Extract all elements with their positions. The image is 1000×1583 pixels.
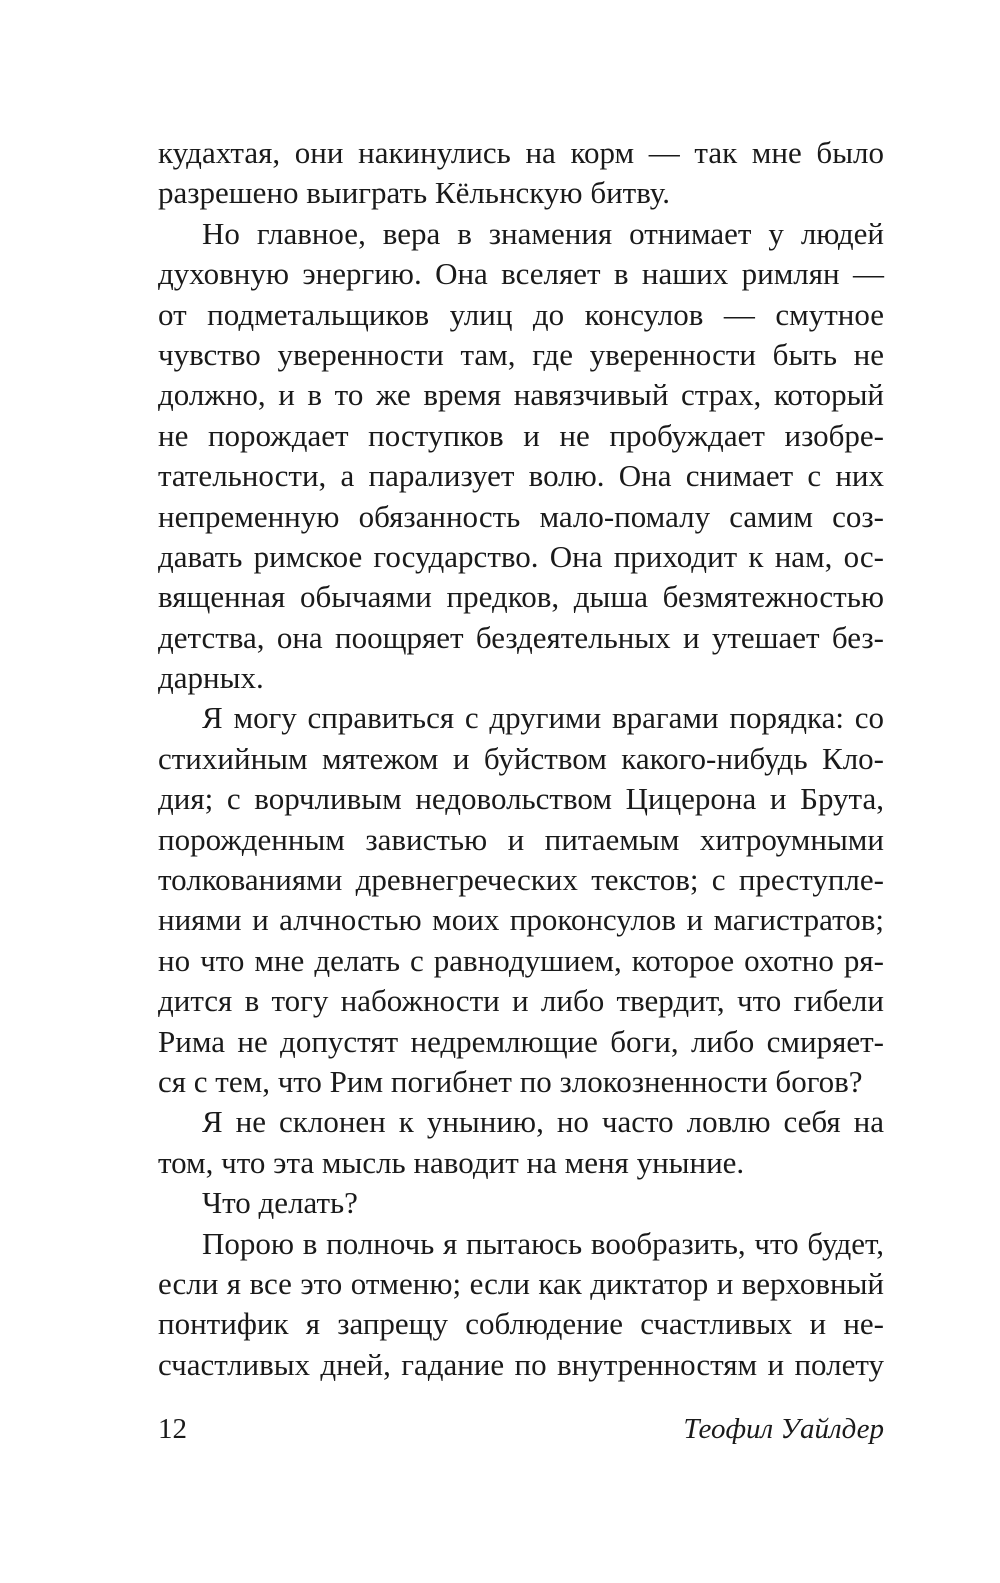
text-line: толкованиями древнегреческих текстов; с преступле- [158,862,884,898]
text-line: ся с тем, что Рим погибнет по злокозненности богов? [158,1063,863,1099]
text-line: Я могу справиться с другими врагами порядка: со [202,700,884,736]
text-line: Но главное, вера в знамения отнимает у людей [202,215,884,251]
text-line: понтифик я запрещу соблюдение счастливых и не- [158,1306,884,1342]
text-line: от подметальщиков улиц до консулов — смутное [158,296,884,332]
text-line: но что мне делать с равнодушием, которое охотно ря- [158,942,884,978]
text-line: духовную энергию. Она вселяет в наших римлян — [158,256,884,292]
text-line: вященная обычаями предков, дыша безмятежностью [158,579,884,615]
text-line: Я не склонен к унынию, но часто ловлю себя на [202,1104,884,1140]
text-line: дится в тогу набожности и либо твердит, что гибели [158,983,884,1019]
page-number: 12 [158,1413,187,1445]
text-line: если я все это отменю; если как диктатор и верховный [158,1265,884,1301]
text-line: Что делать? [202,1185,358,1221]
text-line: разрешено выиграть Кёльнскую битву. [158,175,670,211]
text-line: не порождает поступков и не пробуждает изобре- [158,417,884,453]
text-line: том, что эта мысль наводит на меня уныние. [158,1144,745,1180]
text-line: Порою в полночь я пытаюсь вообразить, что будет, [202,1225,884,1261]
text-line: Рима не допустят недремлющие боги, либо смиряет- [158,1023,884,1059]
text-line: детства, она поощряет бездеятельных и утешает без- [158,619,884,655]
text-line: давать римское государство. Она приходит к нам, ос- [158,538,884,574]
text-line: ниями и алчностью моих проконсулов и магистратов; [158,902,884,938]
text-line: чувство уверенности там, где уверенности быть не [158,336,884,372]
text-line: кудахтая, они накинулись на корм — так мне было [158,135,884,170]
body-text [158,133,884,1385]
text-line: дия; с ворчливым недовольством Цицерона и Брута, [158,781,884,817]
running-head-author: Теофил Уайлдер [683,1413,884,1445]
text-line: стихийным мятежом и буйством какого-нибудь Кло- [158,740,884,776]
text-line: порожденным завистью и питаемым хитроумными [158,821,884,857]
text-line: тательности, а парализует волю. Она снимает с них [158,458,884,494]
text-line: непременную обязанность мало-помалу самим соз- [158,498,884,534]
text-line: должно, и в то же время навязчивый страх, который [158,377,884,413]
text-line: дарных. [158,660,264,696]
text-line: счастливых дней, гадание по внутренностям и полету [158,1346,884,1382]
